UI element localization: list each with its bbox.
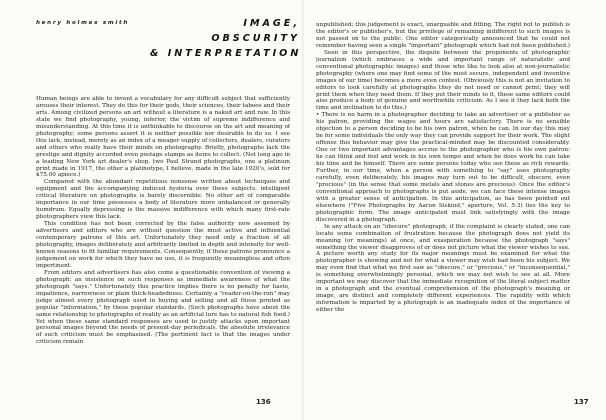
page-number: 136	[256, 398, 271, 406]
paragraph: Human beings are able to invent a vocabulary for any difficult subject that sufficiently arouses their interest. They do this for their gods, their sciences, their taboos and their arts. Among civilized persons an art without a literature is a naked art and raw. In this state we find photography, young, inferior, the victim of supreme indifference and misunderstanding. At this time it is unthinkable to discourse on the art and meaning of photography; some persons assert it is neither possible nor desirable to do so. I see this lack, instead, merely as an index of a meager supply of collectors, dealers, curators and others who really have their minds on photography. Briefly, photographs lack the prestige and dignity accorded even postage stamps as items to collect. (Not long ago in a leading New York art dealer's shop, two Paul Strand photographs, one a platinum print made in 1917, the other a platinotype, I believe, made in the late 1920's, sold for $75.00 apiece.)	[36, 96, 290, 179]
title-line: & INTERPRETATION	[150, 48, 302, 59]
paragraph: Compared with the abundant repetitious nonsense written about techniques and equipment and the accompanying induced hysteria over these subjects, intelligent critical literature on photographs is barely discernible. No other art of comparable importance in our time possesses a body of literature more unbalanced or generally humdrum. Equally depressing is the massive indifference with which many first-rate photographers view this lack.	[36, 179, 290, 221]
right-page	[304, 0, 606, 420]
page-number: 137	[574, 398, 589, 406]
paragraph: Seen in this perspective, the dispute between the proponents of photographic journalism (which embraces a wide and important range of naturalistic and conventional photographic images) and those who like to look also at non-journalistic photography (where one may find some of the most secure, independent and inventive images of our time) becomes a more even contest. (Obviously this is not an invitation to editors to look carefully at photographs they do not need or cannot print; they will print them when they need them. If they put their minds to it, these same editors could also produce a body of genuine and worthwhile criticism. As I see it they lack both the time and inclination to do this.)	[316, 49, 570, 112]
left-body-text	[36, 96, 290, 398]
paragraph: This condition has not been corrected by the false authority now assumed by advertisers and editors who are without question the most active and influential contemporary patrons of this art. Unfortunately they need only a fraction of all photography, images deliberately and arbitrarily limited in depth and intensity for well-known reasons to fit familiar requirements. Consequently, if these patrons pronounce a judgement on work for which they have no use, it is frequently meaningless and often impertinent.	[36, 221, 290, 269]
paragraph: • There is no harm in a photographer deciding to take an advertiser or a publisher as his patron, providing the wages and hours are satisfactory. There is no sensible objection to a person deciding to be his own patron, when he can. In our day this may be for some individuals the only way they can provide support for their work. The slight offense this behavior may give the practical-minded may be discounted considerably. One or two important advantages accrue to the photographer who is his own patron: he can think and feel and work in his own tempo and when he does work he can take his time and be himself. There are some persons today who see these as rich rewards. Further, in our time, when a person with something to "say" uses photography carefully, even deliberately, his images may turn out to be difficult, obscure, even "precious" (in the sense that some metals and stones are precious). Once the editor's conventional approach to photographs is put aside, we can face these intense images with a greater sense of anticipation. In this anticipation, as has been pointed out elsewhere ("Five Photographs by Aaron Siskind," aperture, Vol. 5:3) lies the key to photographic form. The image anticipated must link satisfyingly with the image discovered in a photograph.	[316, 112, 570, 223]
left-page	[0, 0, 302, 420]
right-body-text	[316, 22, 570, 397]
paragraph: From editors and advertisers has also come a questionable convention of viewing a photograph: an insistence on such responses as immediate awareness of what the photograph "says." Unfortunately this practice implies there is no penalty for haste, impatience, narrowness or plain thick-headedness. Certainly a "reader-on-the-run" may judge almost every photograph used in buying and selling and all those printed as popular "information," by these popular standards. (Such photographs have about the same relationship to photographs of reality as an artificial lure has to natural fish food.) Yet when these same standard responses are used to justify attacks upon important personal images beyond the needs of present-day periodicals, the absolute irrelevance of such criticism must be emphasized. (The pertinent fact is that the images under criticism remain	[36, 269, 290, 346]
title-line: IMAGE,	[243, 18, 300, 29]
article-title	[150, 16, 300, 61]
paragraph: unpublished; this judgement is exact, unarguable and fitting. The right not to publish is the editor's or publisher's, but the privilege of remaining indifferent to such images is not passed on to the public. One editor categorically announced that he could not remember having seen a single "important" photograph which had not been published.)	[316, 22, 570, 49]
author-name: henry holmes smith	[36, 20, 130, 26]
paragraph: In any attack on an "obscure" photograph, if the complaint is clearly stated, one can locate some combination of frustration because the photograph does not yield its meaning (or meanings) at once, and exasperation because the photograph "says" something the viewer disapproves of or does not picture what the viewer wishes to see. A picture worth any study for its major meanings must be examined for what the photographer is showing and not for what a viewer may wish had been his subject. We may even find that what we first saw as "obscure," or "precious," or "inconsequential," is something overwhelmingly personal, which we may not wish to see at all. More important we may discover that the immediate recognition of the literal subject matter in a photograph and the eventual comprehension of the photograph's meaning or image, are distinct and completely different experiences. The rapidity with which information is imparted by a photograph is an inadequate index of the importance of either the	[316, 223, 570, 314]
title-line: OBSCURITY	[211, 33, 300, 44]
